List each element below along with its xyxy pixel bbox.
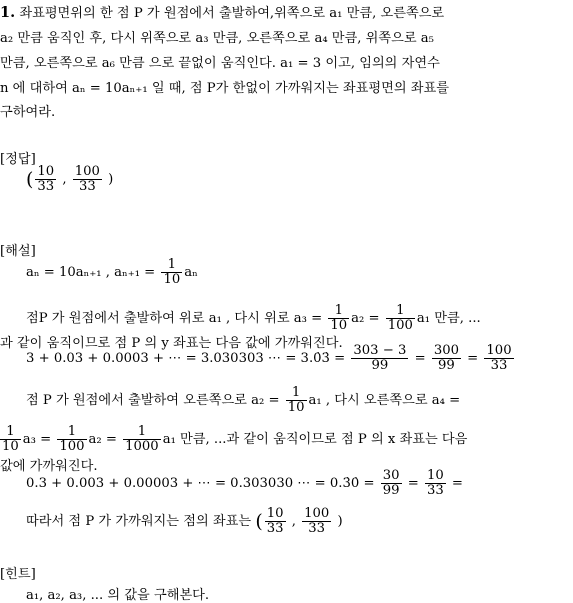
problem-number: 1. bbox=[0, 4, 16, 21]
answer-label: [정답] bbox=[0, 152, 36, 167]
right-movement-line-3: 값에 가까워진다. bbox=[0, 459, 98, 474]
answer-y-fraction: $\frac{100}{33}$ bbox=[74, 164, 100, 194]
right-movement-line-1: 점 P 가 원점에서 출발하여 오른쪽으로 a₂ = $\frac{1}{10}$ a₁ , 다시 오른쪽으로 a₄ = bbox=[26, 385, 461, 415]
recurrence-line: aₙ = 10aₙ₊₁ , aₙ₊₁ = $\frac{1}{10}$ aₙ bbox=[26, 257, 198, 287]
answer-x-fraction: $\frac{10}{33}$ bbox=[37, 164, 55, 194]
hint-text: a₁, a₂, a₃, ... 의 값을 구해본다. bbox=[26, 588, 210, 603]
problem-line-2: a₂ 만큼 움직인 후, 다시 위쪽으로 a₃ 만큼, 오른쪽으로 a₄ 만큼, 위쪽으로 a₅ bbox=[0, 31, 434, 46]
hint-label: [힌트] bbox=[0, 567, 36, 582]
y-series-line: 3 + 0.03 + 0.0003 + ⋯ = 3.030303 ⋯ = 3.0̇3̇ = $\frac{303 - 3}{99}$ = $\frac{300}{99}$ = $\frac{100}{33}$ bbox=[26, 343, 512, 373]
up-movement-line-2: 과 같이 움직이므로 점 P 의 y 좌표는 다음 값에 가까워진다. bbox=[0, 336, 343, 351]
right-movement-line-2: $\frac{1}{10}$ a₃ = $\frac{1}{100}$ a₂ = $\frac{1}{1000}$ a₁ 만큼, ...과 같이 움직이므로 점 P 의 x 좌표는 다음 bbox=[2, 424, 468, 454]
x-series-line: 0.3 + 0.003 + 0.00003 + ⋯ = 0.303030 ⋯ = 0.3̇0̇ = $\frac{30}{99}$ = $\frac{10}{33}$ = bbox=[26, 468, 463, 498]
problem-line-5: 구하여라. bbox=[0, 105, 56, 120]
answer-coordinates: ( $\frac{10}{33}$ , $\frac{100}{33}$ ) bbox=[26, 164, 114, 194]
problem-line-1 bbox=[0, 2, 444, 21]
conclusion-line: 따라서 점 P 가 가까워지는 점의 좌표는 ( $\frac{10}{33}$ , $\frac{100}{33}$ ) bbox=[26, 506, 343, 536]
explanation-label: [해설] bbox=[0, 244, 36, 259]
problem-text-1: 좌표평면위의 한 점 P 가 원점에서 출발하여,위쪽으로 a₁ 만큼, 오른쪽으로 bbox=[19, 6, 445, 21]
up-movement-line: 점P 가 원점에서 출발하여 위로 a₁ , 다시 위로 a₃ = $\frac{1}{10}$ a₂ = $\frac{1}{100}$ a₁ 만큼, ... bbox=[26, 303, 481, 333]
problem-line-3: 만큼, 오른쪽으로 a₆ 만큼 으로 끝없이 움직인다. a₁ = 3 이고, 임의의 자연수 bbox=[0, 56, 440, 71]
problem-line-4: n 에 대하여 aₙ = 10aₙ₊₁ 일 때, 점 P가 한없이 가까워지는 좌표평면의 좌표를 bbox=[0, 81, 450, 96]
